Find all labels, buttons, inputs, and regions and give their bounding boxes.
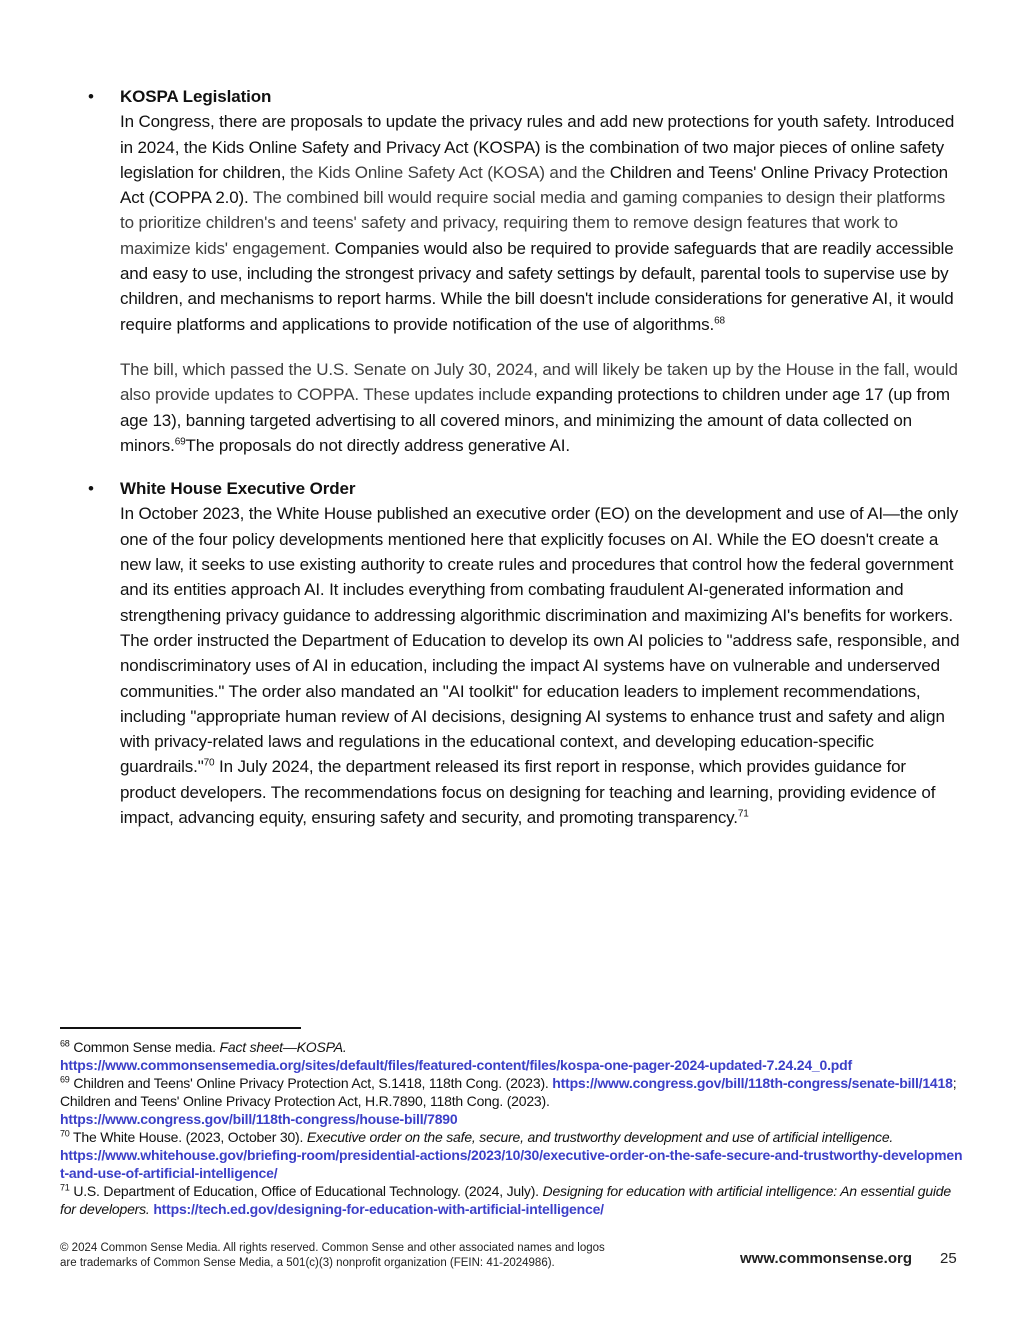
site-url[interactable]: www.commonsense.org (740, 1250, 912, 1267)
footnote-link[interactable]: https://www.congress.gov/bill/118th-congress/senate-bill/1418 (552, 1075, 953, 1091)
footnote-ref[interactable]: 71 (737, 808, 749, 820)
footnote-69: $^{69}$ Children and Teens' Online Privacy Protection Act, S.1418, 118th Cong. (2023). https://www.congress.gov/bill/118th-congress/senate-bill/1418; Children and Teens' Online Privacy Protection Act, H.R.7890, 118th Cong. (2023). https://www.congress.gov/bill/118th-congress/house-bill/7890 (60, 1074, 957, 1127)
page-body (60, 84, 960, 848)
footnote-link[interactable]: https://tech.ed.gov/designing-for-education-with-artificial-intelligence/ (153, 1201, 604, 1217)
section-heading: KOSPA Legislation (120, 87, 272, 106)
bullet-marker: • (88, 87, 94, 106)
paragraph: The bill, which passed the U.S. Senate on July 30, 2024, and will likely be taken up by the House in the fall, would also provide updates to COPPA. These updates include expanding protections to children under age 17 (up from age 13), banning targeted advertising to all covered minors, and minimizing the amount of data collected on minors.$^{69}$The proposals do not directly address generative AI. (120, 359, 958, 455)
footnote-divider (60, 1027, 301, 1029)
footnote-link[interactable]: https://www.commonsensemedia.org/sites/default/files/featured-content/files/kospa-one-pager-2024-updated-7.24.24_0.pdf (60, 1057, 852, 1073)
copyright-notice: © 2024 Common Sense Media. All rights reserved. Common Sense and other associated names and logos are trademarks of Common Sense Media, a 501(c)(3) nonprofit organization (FEIN: 41-2024986). (60, 1242, 605, 1269)
footnote-68: $^{68}$ Common Sense media. Fact sheet—KOSPA. https://www.commonsensemedia.org/sites/default/files/featured-content/files/kospa-one-pager-2024-updated-7.24.24_0.pdf (60, 1038, 852, 1073)
section-white-house-eo (60, 476, 960, 830)
paragraph: In Congress, there are proposals to update the privacy rules and add new protections for youth safety. Introduced in 2024, the Kids Online Safety and Privacy Act (KOSPA) is the combination of two major pieces of online safety legislation for children, the Kids Online Safety Act (KOSA) and the Children and Teens' Online Privacy Protection Act (COPPA 2.0). The combined bill would require social media and gaming companies to design their platforms to prioritize children's and teens' safety and privacy, requiring them to remove design features that work to maximize kids' engagement. Companies would also be required to provide safeguards that are readily accessible and easy to use, including the strongest privacy and safety settings by default, parental tools to supervise use by children, and mechanisms to report harms. While the bill doesn't include considerations for generative AI, it would require platforms and applications to provide notification of the use of algorithms.$^{68}$ (120, 112, 955, 334)
footnote-71: $^{71}$ U.S. Department of Education, Office of Educational Technology. (2024, July). Designing for education with artificial intelligence: An essential guide for developers. https://tech.ed.gov/designing-for-education-with-artificial-intelligence/ (60, 1182, 951, 1217)
page-number: 25 (940, 1250, 957, 1267)
paragraph: In October 2023, the White House published an executive order (EO) on the development and use of AI—the only one of the four policy developments mentioned here that explicitly focuses on AI. While the EO doesn't create a new law, it seeks to use existing authority to create rules and procedures that control how the federal government and its entities approach AI. It includes everything from combating fraudulent AI-generated information and strengthening privacy guidance to addressing algorithmic discrimination and maximizing AI's benefits for workers. The order instructed the Department of Education to develop its own AI policies to "address safe, responsible, and nondiscriminatory uses of AI in education, including the impact AI systems have on vulnerable and underserved communities." The order also mandated an "AI toolkit" for education leaders to implement recommendations, including "appropriate human review of AI decisions, designing AI systems to enhance trust and safety and align with privacy-related laws and regulations in the educational context, and developing education-specific guardrails."$^{70}$ In July 2024, the department released its first report in response, which provides guidance for product developers. The recommendations focus on designing for teaching and learning, providing evidence of impact, advancing equity, ensuring safety and security, and promoting transparency.$^{71}$ (120, 504, 960, 828)
bullet-marker: • (88, 479, 94, 499)
footnote-ref[interactable]: 69 (174, 436, 186, 448)
footnote-ref[interactable]: 70 (203, 757, 215, 769)
section-kospa (60, 84, 960, 458)
footnote-link[interactable]: https://www.whitehouse.gov/briefing-room/presidential-actions/2023/10/30/executive-order-on-the-safe-secure-and-trustworthy-development-and-use-of-artificial-intelligence/ (60, 1147, 963, 1181)
footnotes (60, 1038, 965, 1218)
footnote-ref[interactable]: 68 (714, 315, 725, 327)
footnote-70: $^{70}$ The White House. (2023, October 30). Executive order on the safe, secure, and trustworthy development and use of artificial intelligence. https://www.whitehouse.gov/briefing-room/presidential-actions/2023/10/30/executive-order-on-the-safe-secure-and-trustworthy-development-and-use-of-artificial-intelligence/ (60, 1128, 963, 1181)
footnote-link[interactable]: https://www.congress.gov/bill/118th-congress/house-bill/7890 (60, 1111, 458, 1127)
section-heading: White House Executive Order (120, 479, 356, 499)
